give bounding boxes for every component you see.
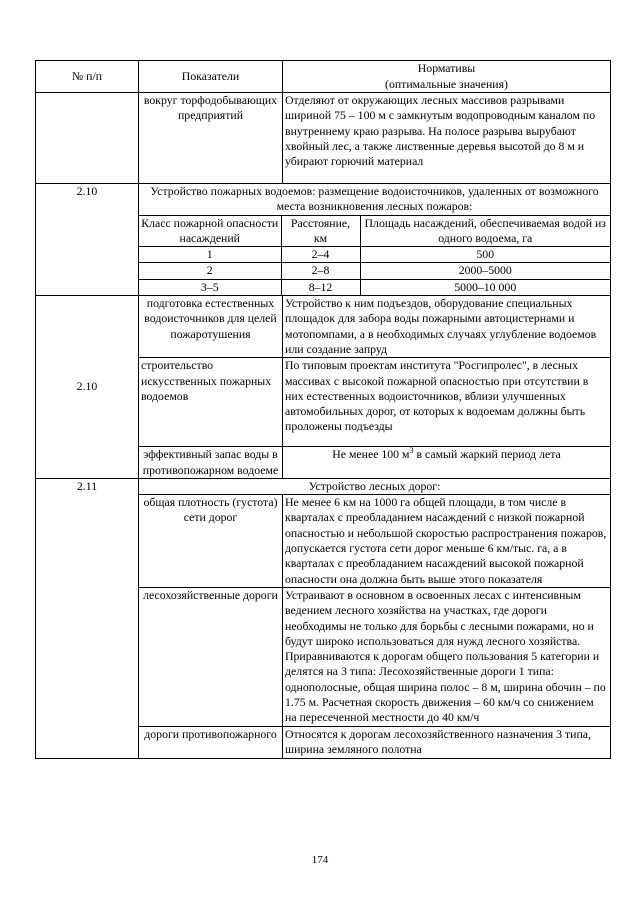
header-normatives-title: Нормативы xyxy=(417,61,476,76)
norm-suffix: в самый жаркий период лета xyxy=(413,447,561,462)
subtable-cell: 5000–10 000 xyxy=(360,279,610,295)
row-indicator: строительство искусственных пожарных водоемов xyxy=(139,358,283,447)
table-row xyxy=(36,93,611,184)
water-source-subtable xyxy=(139,215,610,295)
row-indicator: дороги противопожарного xyxy=(139,726,283,758)
norm-superscript: 3 xyxy=(409,446,414,456)
table-header-row xyxy=(36,61,611,93)
row-norm: По типовым проектам института "Росгипролес", в лесных массивах с высокой пожарной опасностью при отсутствии в них естественных водоисточников, вблизи улучшенных автомобильных дорог, от которых к водоемам должны быть проложены подъезды xyxy=(283,358,611,447)
row-number: 2.11 xyxy=(36,478,139,758)
subtable-cell: 500 xyxy=(360,247,610,263)
row-norm: Устройство к ним подъездов, оборудование специальных площадок для забора воды пожарными автоцистернами и мотопомпами, а в необходимых случаях углубление водоемов или создание запруд xyxy=(283,296,611,358)
row-indicator: эффективный запас воды в противопожарном водоеме xyxy=(139,447,283,479)
subtable-row xyxy=(139,247,610,263)
norm-prefix: Не менее 100 м xyxy=(332,447,410,462)
table-row xyxy=(36,478,611,494)
subtable-head-distance: Расстояние, км xyxy=(281,215,360,247)
subtable-cell: 8–12 xyxy=(281,279,360,295)
row-norm xyxy=(283,447,611,479)
row-indicator: вокруг торфодобывающих предприятий xyxy=(139,93,283,184)
subtable-head-area: Площадь насаждений, обеспечиваемая водой из одного водоема, га xyxy=(360,215,610,247)
row-number: 2.10 xyxy=(36,184,139,296)
subtable-cell: 2 xyxy=(139,263,281,279)
table-row xyxy=(36,184,611,296)
page-number: 174 xyxy=(311,854,329,866)
row-indicator: подготовка естественных водоисточников для целей пожаротушения xyxy=(139,296,283,358)
row-section-cell xyxy=(139,184,611,296)
row-number-empty xyxy=(36,93,139,184)
table-row xyxy=(36,296,611,358)
section-title: Устройство лесных дорог: xyxy=(139,478,611,494)
subtable-cell: 2000–5000 xyxy=(360,263,610,279)
row-norm: Отделяют от окружающих лесных массивов разрывами шириной 75 – 100 м с замкнутым водопроводным каналом по внутреннему краю разрыва. На полосе разрыва вырубают хвойный лес, а также лиственные деревья высотой до 8 м и убирают горючий материал xyxy=(283,93,611,184)
header-normatives xyxy=(283,61,611,93)
row-norm: Устраивают в основном в освоенных лесах с интенсивным ведением лесного хозяйства на участках, где дороги необходимы не только для борьбы с лесными пожарами, но и будут широко использоваться для нужд лесного хозяйства. Приравниваются к дорогам общего пользования 5 категории и делятся на 3 типа: Лесохозяйственные дороги 1 типа: однополосные, общая ширина полос – 8 м, ширина обочин – по 1.75 м. Расчетная скорость движения – 60 км/ч со снижением на пересеченной местности до 40 км/ч xyxy=(283,587,611,726)
subtable-head-class: Класс пожарной опасности насаждений xyxy=(139,215,281,247)
subtable-row xyxy=(139,263,610,279)
subtable-cell: 3–5 xyxy=(139,279,281,295)
subtable-cell: 2–4 xyxy=(281,247,360,263)
header-normatives-subtitle: (оптимальные значения) xyxy=(385,76,508,91)
row-number: 2.10 xyxy=(36,296,139,479)
subtable-cell: 1 xyxy=(139,247,281,263)
subtable-header-row xyxy=(139,215,610,247)
section-title: Устройство пожарных водоемов: размещение водоисточников, удаленных от возможного места возникновения лесных пожаров: xyxy=(150,184,599,214)
header-number: № п/п xyxy=(36,61,139,93)
row-norm: Относятся к дорогам лесохозяйственного назначения 3 типа, ширина земляного полотна xyxy=(283,726,611,758)
header-indicators: Показатели xyxy=(139,61,283,93)
row-indicator: общая плотность (густота) сети дорог xyxy=(139,495,283,588)
row-indicator: лесохозяйственные дороги xyxy=(139,587,283,726)
subtable-row xyxy=(139,279,610,295)
normatives-table xyxy=(35,60,611,759)
row-norm: Не менее 6 км на 1000 га общей площади, в том числе в кварталах с преобладанием насаждений с низкой пожарной опасностью и небольшой скоростью распространения пожаров, допускается густота сети дорог меньше 6 км/тыс. га, а в кварталах с преобладанием насаждений высокой пожарной опасности она должна быть выше этого показателя xyxy=(283,495,611,588)
subtable-cell: 2–8 xyxy=(281,263,360,279)
